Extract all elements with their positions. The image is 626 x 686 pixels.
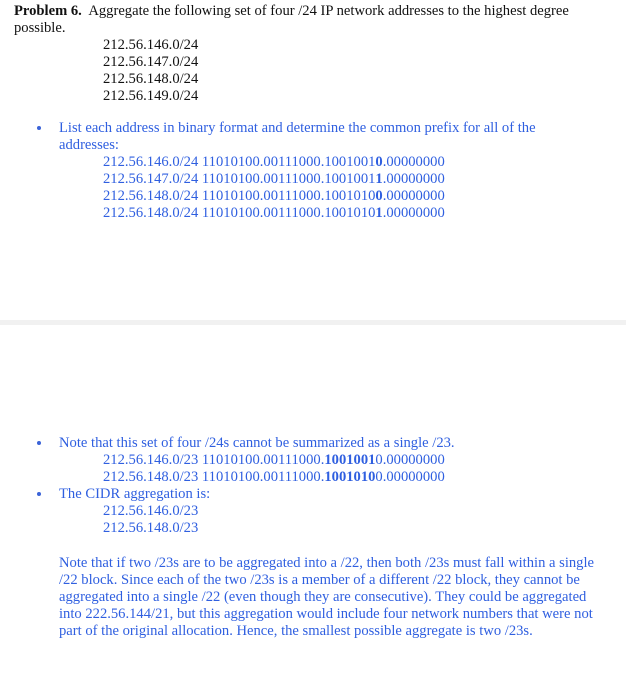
binary-bold-bit: 1 xyxy=(375,171,383,187)
binary-prefix: 11010100.00111000.1001001 xyxy=(201,154,376,170)
binary-prefix: 11010100.00111000. xyxy=(201,452,325,468)
address-item: 212.56.147.0/24 xyxy=(103,54,199,70)
binary-suffix: .00000000 xyxy=(382,171,445,187)
binary-suffix: .00000000 xyxy=(382,205,445,221)
binary-suffix: 0.00000000 xyxy=(375,469,445,485)
explanation-line: part of the original allocation. Hence, the smallest possible aggregate is two /23s. xyxy=(59,623,533,639)
step1-bullet-line1: List each address in binary format and determine the common prefix for all of the xyxy=(59,120,536,136)
binary-bold-bit: 1 xyxy=(375,205,383,221)
binary-prefix: 11010100.00111000. xyxy=(201,469,325,485)
bullet-icon xyxy=(37,492,41,496)
binary-bold-bit: 0 xyxy=(375,188,383,204)
binary-prefix: 11010100.00111000.1001010 xyxy=(201,205,376,221)
binary-row xyxy=(103,171,445,188)
binary-bold-bit: 0 xyxy=(375,154,383,170)
page-separator xyxy=(0,320,626,325)
explanation-line: into 222.56.144/21, but this aggregation would include four network numbers that were not xyxy=(59,606,593,622)
cidr-result: 212.56.148.0/23 xyxy=(103,520,199,536)
step2-bullet: Note that this set of four /24s cannot be summarized as a single /23. xyxy=(59,435,455,451)
step3-bullet: The CIDR aggregation is: xyxy=(59,486,211,502)
address-item: 212.56.148.0/24 xyxy=(103,71,199,87)
address-item: 212.56.146.0/24 xyxy=(103,37,199,53)
binary-address: 212.56.148.0/24 xyxy=(103,188,199,204)
bullet-icon xyxy=(37,126,41,130)
binary-address: 212.56.148.0/24 xyxy=(103,205,199,221)
binary-row xyxy=(103,452,445,469)
step1-bullet-line2: addresses: xyxy=(59,137,119,153)
binary-address: 212.56.147.0/24 xyxy=(103,171,199,187)
binary-prefix: 11010100.00111000.1001001 xyxy=(201,171,376,187)
explanation-line: /22 block. Since each of the two /23s is a member of a different /22 block, they cannot be xyxy=(59,572,580,588)
binary-row xyxy=(103,154,445,171)
explanation-line: Note that if two /23s are to be aggregated into a /22, then both /23s must fall within a single xyxy=(59,555,594,571)
binary-row xyxy=(103,205,445,222)
address-item: 212.56.149.0/24 xyxy=(103,88,199,104)
binary-suffix: 0.00000000 xyxy=(375,452,445,468)
binary-suffix: .00000000 xyxy=(382,188,445,204)
problem-text: Aggregate the following set of four /24 IP network addresses to the highest degree xyxy=(88,3,569,19)
problem-label: Problem 6. xyxy=(14,3,82,19)
binary-address: 212.56.146.0/24 xyxy=(103,154,199,170)
binary-prefix: 11010100.00111000.1001010 xyxy=(201,188,376,204)
problem-statement-line2: possible. xyxy=(14,20,66,36)
binary-bold-bits: 1001010 xyxy=(324,469,376,485)
bullet-icon xyxy=(37,441,41,445)
problem-statement-line1 xyxy=(14,3,569,20)
cidr-result: 212.56.146.0/23 xyxy=(103,503,199,519)
binary-address: 212.56.146.0/23 xyxy=(103,452,199,468)
binary-suffix: .00000000 xyxy=(382,154,445,170)
binary-bold-bits: 1001001 xyxy=(324,452,376,468)
binary-address: 212.56.148.0/23 xyxy=(103,469,199,485)
explanation-line: aggregated into a single /22 (even though they are consecutive). They could be aggregated xyxy=(59,589,587,605)
binary-row xyxy=(103,188,445,205)
binary-row xyxy=(103,469,445,486)
